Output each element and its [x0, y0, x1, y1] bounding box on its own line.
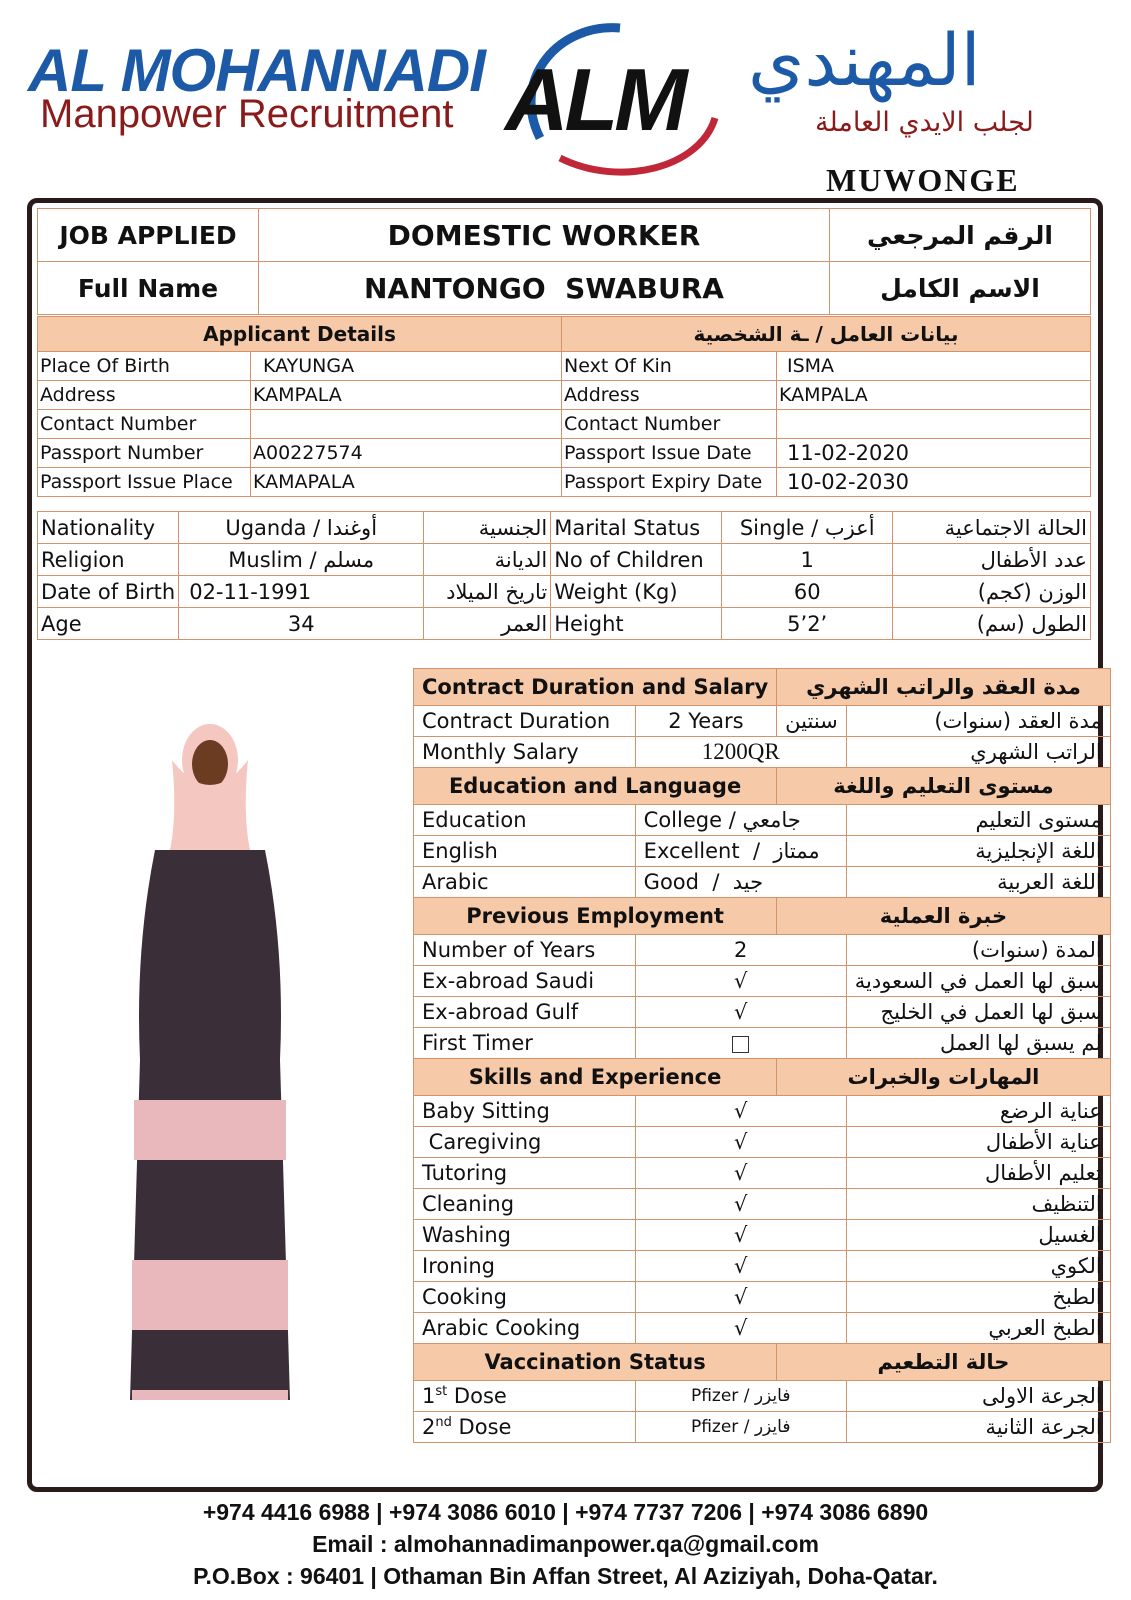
- row-label: Age: [38, 608, 179, 640]
- row-label: English: [414, 836, 636, 867]
- applicant-details-table: [37, 316, 1091, 497]
- row-value: 1: [722, 544, 893, 576]
- section-title: Vaccination Status: [414, 1344, 777, 1381]
- row-label: Ex-abroad Saudi: [414, 966, 636, 997]
- row-label-arabic: الديانة: [424, 544, 551, 576]
- table-row: [38, 608, 1091, 640]
- table-row: [414, 1158, 1111, 1189]
- table-row: [414, 1028, 1111, 1059]
- check-mark: √: [635, 997, 846, 1028]
- table-row: [414, 1251, 1111, 1282]
- skills-header: [414, 1059, 1111, 1096]
- education-header: [414, 768, 1111, 805]
- dose-label: [414, 1412, 636, 1443]
- empty-checkbox-icon: [732, 1036, 749, 1053]
- row-value: [777, 410, 1091, 439]
- row-value: Excellent / ممتاز: [635, 836, 846, 867]
- check-mark: √: [635, 966, 846, 997]
- section-title: Previous Employment: [414, 898, 777, 935]
- company-tagline: Manpower Recruitment: [40, 92, 454, 136]
- row-label-arabic: الغسيل: [846, 1220, 1110, 1251]
- row-label: Passport Expiry Date: [562, 468, 777, 497]
- check-mark: √: [635, 1282, 846, 1313]
- applicant-surname: MUWONGE: [826, 162, 1020, 198]
- row-label: Ex-abroad Gulf: [414, 997, 636, 1028]
- row-label-arabic: المدة (سنوات): [846, 935, 1110, 966]
- table-row: [38, 439, 1091, 468]
- check-mark: √: [635, 1096, 846, 1127]
- row-label: Cooking: [414, 1282, 636, 1313]
- row-value: Uganda / أوغندا: [179, 512, 424, 544]
- row-label: Washing: [414, 1220, 636, 1251]
- row-label: Nationality: [38, 512, 179, 544]
- applicant-title-arabic: بيانات العامل / ـة الشخصية: [562, 317, 1091, 352]
- row-label: Marital Status: [551, 512, 722, 544]
- row-label-arabic: العمر: [424, 608, 551, 640]
- row-label-arabic: لم يسبق لها العمل: [846, 1028, 1110, 1059]
- dose-suffix: nd: [435, 1415, 452, 1430]
- job-value: DOMESTIC WORKER: [259, 209, 830, 262]
- table-row: [414, 1282, 1111, 1313]
- row-label-arabic: الراتب الشهري: [846, 737, 1110, 768]
- row-label: No of Children: [551, 544, 722, 576]
- row-label: Place Of Birth: [38, 352, 251, 381]
- row-value: 5’2’: [722, 608, 893, 640]
- row-value: Pfizer / فايزر: [635, 1381, 846, 1412]
- row-label: Height: [551, 608, 722, 640]
- row-label: Cleaning: [414, 1189, 636, 1220]
- table-row: [414, 867, 1111, 898]
- applicant-photo: [120, 700, 300, 1420]
- contact-footer: [0, 1496, 1131, 1592]
- row-label: Monthly Salary: [414, 737, 636, 768]
- check-mark: √: [635, 1189, 846, 1220]
- row-value: Good / جيد: [635, 867, 846, 898]
- applicant-title: Applicant Details: [38, 317, 562, 352]
- table-row: [414, 1220, 1111, 1251]
- table-row: [414, 805, 1111, 836]
- table-row: [414, 966, 1111, 997]
- table-row: [414, 1127, 1111, 1158]
- table-row: [38, 410, 1091, 439]
- row-value: ISMA: [777, 352, 1091, 381]
- row-label: Address: [562, 381, 777, 410]
- dose-label: [414, 1381, 636, 1412]
- row-label: Tutoring: [414, 1158, 636, 1189]
- section-title-arabic: مدة العقد والراتب الشهري: [777, 669, 1111, 706]
- table-row: [414, 1381, 1111, 1412]
- job-row: [38, 209, 1091, 262]
- company-name: AL MOHANNADI: [28, 37, 485, 104]
- table-row: [38, 352, 1091, 381]
- check-mark: √: [635, 1313, 846, 1344]
- row-value-arabic: سنتين: [777, 706, 847, 737]
- section-title: Skills and Experience: [414, 1059, 777, 1096]
- company-name-arabic: المهندي: [748, 18, 981, 102]
- table-row: [38, 576, 1091, 608]
- section-title: Contract Duration and Salary: [414, 669, 777, 706]
- row-label-arabic: الجرعة الثانية: [846, 1412, 1110, 1443]
- letterhead: [0, 0, 1131, 200]
- row-value: A00227574: [251, 439, 562, 468]
- row-label-arabic: الحالة الاجتماعية: [893, 512, 1091, 544]
- row-value: 2 Years: [635, 706, 777, 737]
- check-mark: √: [635, 1220, 846, 1251]
- row-value: Single / أعزب: [722, 512, 893, 544]
- row-label: Baby Sitting: [414, 1096, 636, 1127]
- row-value: Pfizer / فايزر: [635, 1412, 846, 1443]
- row-label-arabic: سبق لها العمل في السعودية: [846, 966, 1110, 997]
- row-label: Ironing: [414, 1251, 636, 1282]
- table-row: [38, 468, 1091, 497]
- contract-skills-table: [413, 668, 1111, 1443]
- row-label: Passport Issue Date: [562, 439, 777, 468]
- table-row: [414, 1096, 1111, 1127]
- section-title-arabic: المهارات والخبرات: [777, 1059, 1111, 1096]
- phone-numbers: +974 4416 6988 | +974 3086 6010 | +974 7737 7206 | +974 3086 6890: [202, 1499, 929, 1525]
- table-row: [414, 997, 1111, 1028]
- table-row: [414, 737, 1111, 768]
- logo-letters: ALM: [505, 50, 684, 149]
- check-mark: √: [635, 1251, 846, 1282]
- row-label: Religion: [38, 544, 179, 576]
- row-label-arabic: الطول (سم): [893, 608, 1091, 640]
- email: Email : almohannadimanpower.qa@gmail.com: [312, 1531, 819, 1557]
- personal-info-table: [37, 511, 1091, 640]
- row-label: Education: [414, 805, 636, 836]
- row-label-arabic: اللغة العربية: [846, 867, 1110, 898]
- row-label-arabic: الجرعة الاولى: [846, 1381, 1110, 1412]
- row-label: First Timer: [414, 1028, 636, 1059]
- row-label: Caregiving: [414, 1127, 636, 1158]
- row-label-arabic: عناية الرضع: [846, 1096, 1110, 1127]
- dose-suffix: st: [435, 1384, 448, 1399]
- contract-header: [414, 669, 1111, 706]
- applicant-header: [38, 317, 1091, 352]
- table-row: [414, 1313, 1111, 1344]
- row-value: 1200QR: [635, 737, 846, 768]
- table-row: [38, 544, 1091, 576]
- row-label-arabic: الطبخ: [846, 1282, 1110, 1313]
- row-label: Next Of Kin: [562, 352, 777, 381]
- row-label: Contract Duration: [414, 706, 636, 737]
- row-label: Number of Years: [414, 935, 636, 966]
- section-title-arabic: مستوى التعليم واللغة: [777, 768, 1111, 805]
- row-label-arabic: مدة العقد (سنوات): [846, 706, 1110, 737]
- name-row: [38, 262, 1091, 315]
- first-timer-cell: [635, 1028, 846, 1059]
- row-label: Arabic: [414, 867, 636, 898]
- table-row: [414, 1189, 1111, 1220]
- row-label: Address: [38, 381, 251, 410]
- job-name-table: [37, 208, 1091, 315]
- table-row: [38, 381, 1091, 410]
- row-value: College / جامعي: [635, 805, 846, 836]
- row-label: Date of Birth: [38, 576, 179, 608]
- section-title-arabic: خبرة العملية: [777, 898, 1111, 935]
- section-title-arabic: حالة التطعيم: [777, 1344, 1111, 1381]
- postal-address: P.O.Box : 96401 | Othaman Bin Affan Street, Al Aziziyah, Doha-Qatar.: [193, 1563, 938, 1589]
- dose-word: Dose: [451, 1415, 512, 1439]
- row-value: Muslim / مسلم: [179, 544, 424, 576]
- row-value: 11-02-2020: [777, 439, 1091, 468]
- row-value: KAMAPALA: [251, 468, 562, 497]
- row-value: 10-02-2030: [777, 468, 1091, 497]
- ref-label-arabic: الرقم المرجعي: [830, 209, 1091, 262]
- name-value: NANTONGO SWABURA: [259, 262, 830, 315]
- company-tagline-arabic: لجلب الايدي العاملة: [815, 107, 1034, 138]
- check-mark: √: [635, 1158, 846, 1189]
- row-label-arabic: الوزن (كجم): [893, 576, 1091, 608]
- row-label-arabic: اللغة الإنجليزية: [846, 836, 1110, 867]
- row-label-arabic: عناية الأطفال: [846, 1127, 1110, 1158]
- dose-number: 2: [422, 1415, 436, 1439]
- row-label-arabic: الطبخ العربي: [846, 1313, 1110, 1344]
- table-row: [414, 706, 1111, 737]
- row-value: KAMPALA: [251, 381, 562, 410]
- row-value: [251, 410, 562, 439]
- vaccination-header: [414, 1344, 1111, 1381]
- table-row: [414, 935, 1111, 966]
- row-value: KAMPALA: [777, 381, 1091, 410]
- row-label-arabic: سبق لها العمل في الخليج: [846, 997, 1110, 1028]
- employment-header: [414, 898, 1111, 935]
- row-label-arabic: الجنسية: [424, 512, 551, 544]
- row-value: 02-11-1991: [179, 576, 424, 608]
- row-value: 34: [179, 608, 424, 640]
- row-label: Arabic Cooking: [414, 1313, 636, 1344]
- check-mark: √: [635, 1127, 846, 1158]
- section-title: Education and Language: [414, 768, 777, 805]
- row-value: 2: [635, 935, 846, 966]
- row-value: 60: [722, 576, 893, 608]
- row-label-arabic: مستوى التعليم: [846, 805, 1110, 836]
- row-label-arabic: تاريخ الميلاد: [424, 576, 551, 608]
- row-label: Contact Number: [38, 410, 251, 439]
- dose-number: 1: [422, 1384, 436, 1408]
- row-value: KAYUNGA: [251, 352, 562, 381]
- dose-word: Dose: [447, 1384, 507, 1408]
- row-label: Passport Issue Place: [38, 468, 251, 497]
- row-label-arabic: تعليم الأطفال: [846, 1158, 1110, 1189]
- job-label: JOB APPLIED: [38, 209, 259, 262]
- row-label-arabic: عدد الأطفال: [893, 544, 1091, 576]
- name-label: Full Name: [38, 262, 259, 315]
- row-label: Contact Number: [562, 410, 777, 439]
- row-label-arabic: الكوي: [846, 1251, 1110, 1282]
- name-label-arabic: الاسم الكامل: [830, 262, 1091, 315]
- table-row: [414, 836, 1111, 867]
- table-row: [414, 1412, 1111, 1443]
- row-label: Weight (Kg): [551, 576, 722, 608]
- table-row: [38, 512, 1091, 544]
- row-label: Passport Number: [38, 439, 251, 468]
- row-label-arabic: التنظيف: [846, 1189, 1110, 1220]
